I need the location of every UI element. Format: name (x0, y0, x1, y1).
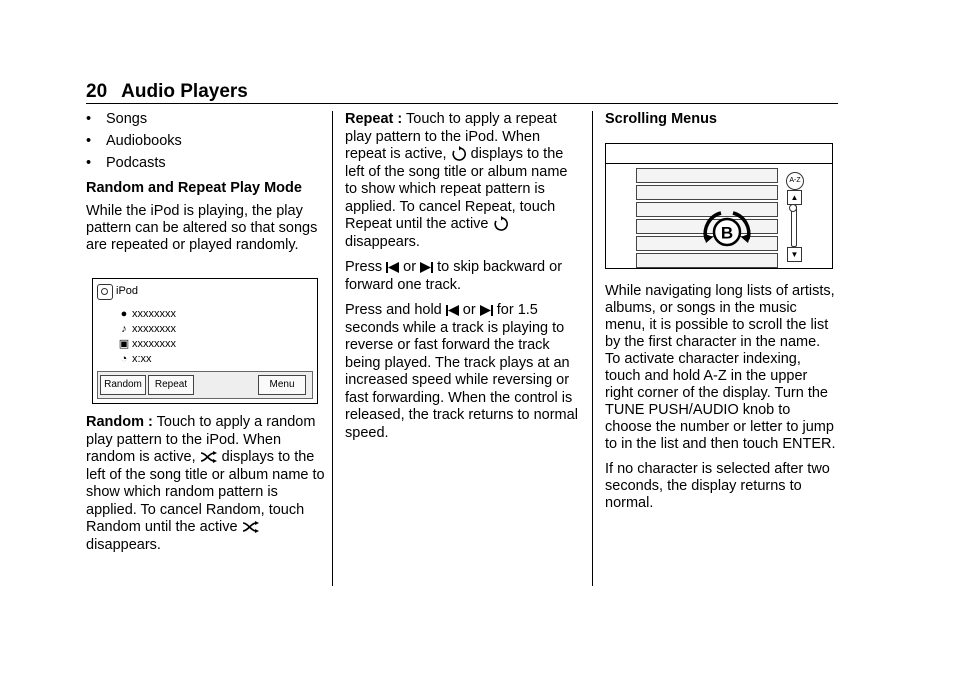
column-1 (86, 111, 326, 562)
ipod-button-bar (97, 371, 313, 399)
scrollbar-thumb[interactable] (789, 204, 797, 212)
az-index-button[interactable]: A-Z (786, 172, 804, 190)
list-item: • Songs (86, 111, 148, 127)
column-3 (605, 111, 837, 520)
repeat-icon (493, 216, 509, 232)
previous-track-icon (446, 305, 459, 316)
page-number: 20 (86, 81, 108, 102)
scrolling-menu-figure (605, 143, 833, 269)
section-heading: Random and Repeat Play Mode (86, 180, 302, 196)
menu-button[interactable]: Menu (258, 375, 306, 395)
paragraph: If no character is selected after two seconds, the display returns to normal. (605, 461, 830, 511)
paragraph-random: Random : Touch to apply a random play pattern to the iPod. When random is active, displays to the left of the song title or album name to show which random pattern is applied. To cancel Random, touch Random until the active disappears. (86, 414, 325, 553)
song-icon: ♪ (121, 323, 127, 335)
list-item[interactable] (636, 168, 778, 183)
paragraph-repeat: Repeat : Touch to apply a repeat play pattern to the iPod. When repeat is active, displays to the left of the song title or album name to show which repeat pattern is applied. To cancel Repeat, touch Repeat until the active disappears. (345, 111, 568, 250)
knob-label: B (720, 223, 734, 243)
column-divider-1 (332, 111, 333, 586)
next-track-icon (420, 262, 433, 273)
ipod-source-label: iPod (97, 283, 138, 300)
album-icon: ▣ (118, 338, 130, 350)
paragraph-press: Press or to skip backward or forward one track. (345, 259, 563, 293)
page-header (86, 83, 248, 100)
clock-icon: ◔ (120, 353, 128, 365)
section-heading: Scrolling Menus (605, 111, 717, 127)
artist-icon: ● (120, 308, 128, 320)
shuffle-icon (242, 520, 260, 534)
paragraph-hold: Press and hold or for 1.5 seconds while a track is playing to reverse or fast forward the track being played. The track plays at an increased speed while reversing or fast forwarding. When the control is released, the track returns to normal speed. (345, 302, 578, 441)
repeat-button[interactable]: Repeat (148, 375, 194, 395)
page-title: Audio Players (121, 81, 248, 102)
term-random: Random : (86, 414, 153, 430)
previous-track-icon (386, 262, 399, 273)
title-band-divider (606, 163, 832, 164)
repeat-icon (451, 146, 467, 162)
list-item[interactable] (636, 253, 778, 268)
next-track-icon (480, 305, 493, 316)
ipod-icon (97, 284, 113, 300)
term-repeat: Repeat : (345, 111, 403, 127)
list-item: • Podcasts (86, 155, 166, 171)
column-2 (345, 111, 583, 450)
ipod-screen-figure (92, 278, 318, 404)
metadata-row: ♪ xxxxxxxx (118, 321, 176, 338)
list-item[interactable] (636, 185, 778, 200)
paragraph: While the iPod is playing, the play pattern can be altered so that songs are repeated or played randomly. (86, 203, 318, 253)
list-item: • Audiobooks (86, 133, 182, 149)
scroll-up-button[interactable]: ▲ (787, 190, 802, 205)
metadata-row: ▣ xxxxxxxx (118, 336, 176, 353)
tune-knob-illustration (696, 207, 758, 247)
scroll-down-button[interactable]: ▼ (787, 247, 802, 262)
paragraph: While navigating long lists of artists, albums, or songs in the music menu, it is possible to scroll the list by the first character in the name. To activate character indexing, touch and hold A-Z in the upper right corner of the display. Turn the TUNE PUSH/AUDIO knob to choose the number or letter to jump to in the list and then touch ENTER. (605, 283, 836, 452)
random-button[interactable]: Random (100, 375, 146, 395)
shuffle-icon (200, 450, 218, 464)
column-divider-2 (592, 111, 593, 586)
metadata-row: ◔ x:xx (118, 351, 152, 368)
header-rule (86, 103, 838, 104)
metadata-row: ● xxxxxxxx (118, 306, 176, 323)
